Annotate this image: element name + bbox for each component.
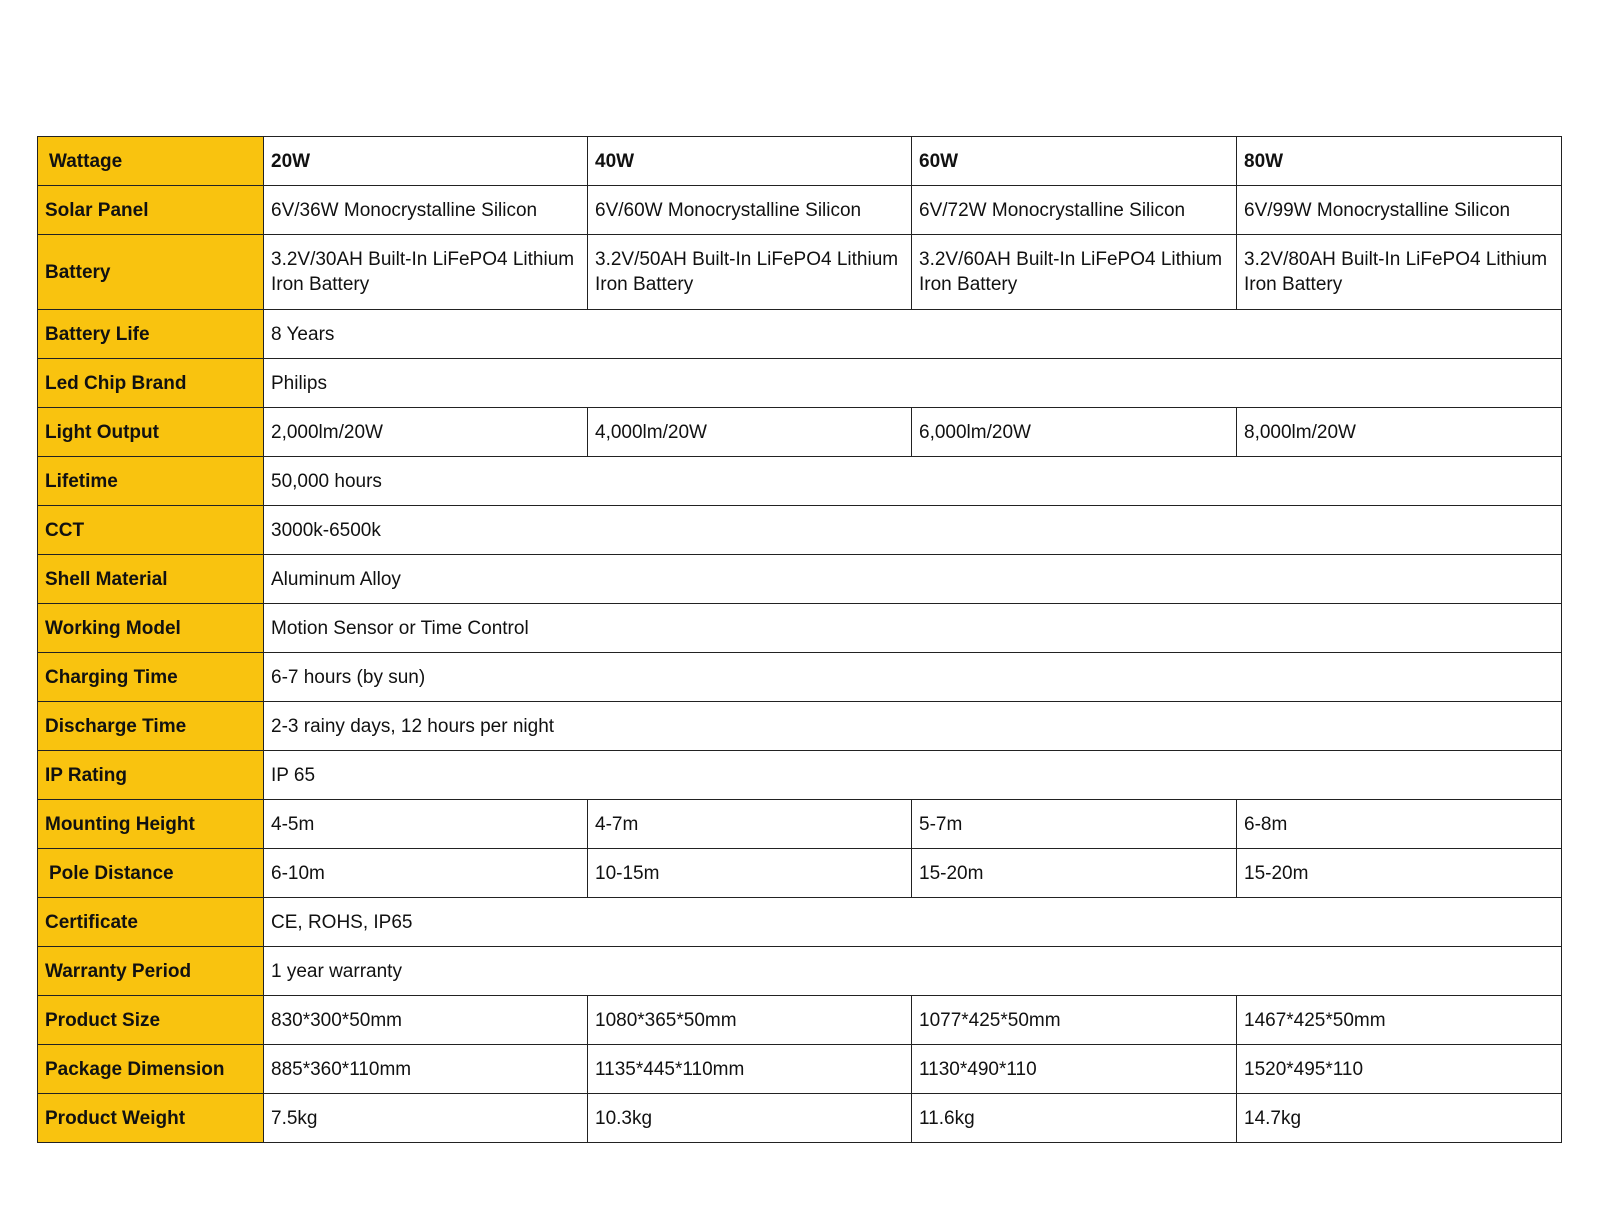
cell-value: 1080*365*50mm [588,996,912,1045]
table-row [38,555,1562,604]
cell-value: IP 65 [264,751,1562,800]
cell-value: 50,000 hours [264,457,1562,506]
cell-value: 6V/72W Monocrystalline Silicon [912,186,1237,235]
cell-value: 14.7kg [1237,1094,1562,1143]
table-row [38,947,1562,996]
row-label-product-size: Product Size [38,996,264,1045]
cell-value: 8,000lm/20W [1237,408,1562,457]
cell-value: 4-7m [588,800,912,849]
wattage-80w: 80W [1237,137,1562,186]
row-label-charging-time: Charging Time [38,653,264,702]
table-row [38,898,1562,947]
table-row [38,751,1562,800]
table-row [38,310,1562,359]
row-label-lifetime: Lifetime [38,457,264,506]
row-label-battery: Battery [38,235,264,310]
wattage-20w: 20W [264,137,588,186]
cell-value: 885*360*110mm [264,1045,588,1094]
cell-value: 1467*425*50mm [1237,996,1562,1045]
row-label-shell-material: Shell Material [38,555,264,604]
cell-value: 5-7m [912,800,1237,849]
cell-value: 4,000lm/20W [588,408,912,457]
row-label-package-dimension: Package Dimension [38,1045,264,1094]
cell-value: 1135*445*110mm [588,1045,912,1094]
row-label-battery-life: Battery Life [38,310,264,359]
cell-value: 1077*425*50mm [912,996,1237,1045]
row-label-ip-rating: IP Rating [38,751,264,800]
spec-table [37,136,1562,1143]
table-row [38,359,1562,408]
row-label-product-weight: Product Weight [38,1094,264,1143]
cell-value: 4-5m [264,800,588,849]
cell-value: 1 year warranty [264,947,1562,996]
table-row [38,653,1562,702]
cell-value: 3.2V/50AH Built-In LiFePO4 Lithium Iron Battery [588,235,912,310]
cell-value: 6V/60W Monocrystalline Silicon [588,186,912,235]
cell-value: 7.5kg [264,1094,588,1143]
cell-value: 3.2V/30AH Built-In LiFePO4 Lithium Iron Battery [264,235,588,310]
cell-value: 3000k-6500k [264,506,1562,555]
cell-value: Aluminum Alloy [264,555,1562,604]
cell-value: 8 Years [264,310,1562,359]
row-label-light-output: Light Output [38,408,264,457]
cell-value: 6V/36W Monocrystalline Silicon [264,186,588,235]
cell-value: 15-20m [1237,849,1562,898]
table-row [38,800,1562,849]
wattage-40w: 40W [588,137,912,186]
header-row [38,137,1562,186]
table-row [38,702,1562,751]
table-row [38,604,1562,653]
cell-value: 6,000lm/20W [912,408,1237,457]
cell-value: 3.2V/80AH Built-In LiFePO4 Lithium Iron Battery [1237,235,1562,310]
cell-value: 11.6kg [912,1094,1237,1143]
cell-value: 6-10m [264,849,588,898]
cell-value: 830*300*50mm [264,996,588,1045]
row-label-warranty-period: Warranty Period [38,947,264,996]
table-row [38,1045,1562,1094]
cell-value: CE, ROHS, IP65 [264,898,1562,947]
table-row [38,186,1562,235]
table-row [38,849,1562,898]
row-label-led-chip-brand: Led Chip Brand [38,359,264,408]
cell-value: 10.3kg [588,1094,912,1143]
row-label-discharge-time: Discharge Time [38,702,264,751]
table-row [38,408,1562,457]
cell-value: 1520*495*110 [1237,1045,1562,1094]
cell-value: 10-15m [588,849,912,898]
cell-value: 6V/99W Monocrystalline Silicon [1237,186,1562,235]
row-label-working-model: Working Model [38,604,264,653]
row-label-mounting-height: Mounting Height [38,800,264,849]
cell-value: 2-3 rainy days, 12 hours per night [264,702,1562,751]
table-row [38,457,1562,506]
row-label-solar-panel: Solar Panel [38,186,264,235]
cell-value: 1130*490*110 [912,1045,1237,1094]
table-row [38,1094,1562,1143]
table-row [38,235,1562,310]
wattage-60w: 60W [912,137,1237,186]
cell-value: Motion Sensor or Time Control [264,604,1562,653]
row-label-pole-distance: Pole Distance [38,849,264,898]
cell-value: 2,000lm/20W [264,408,588,457]
cell-value: Philips [264,359,1562,408]
row-label-certificate: Certificate [38,898,264,947]
cell-value: 3.2V/60AH Built-In LiFePO4 Lithium Iron Battery [912,235,1237,310]
cell-value: 15-20m [912,849,1237,898]
row-label-wattage: Wattage [38,137,264,186]
cell-value: 6-7 hours (by sun) [264,653,1562,702]
cell-value: 6-8m [1237,800,1562,849]
table-row [38,996,1562,1045]
row-label-cct: CCT [38,506,264,555]
table-row [38,506,1562,555]
